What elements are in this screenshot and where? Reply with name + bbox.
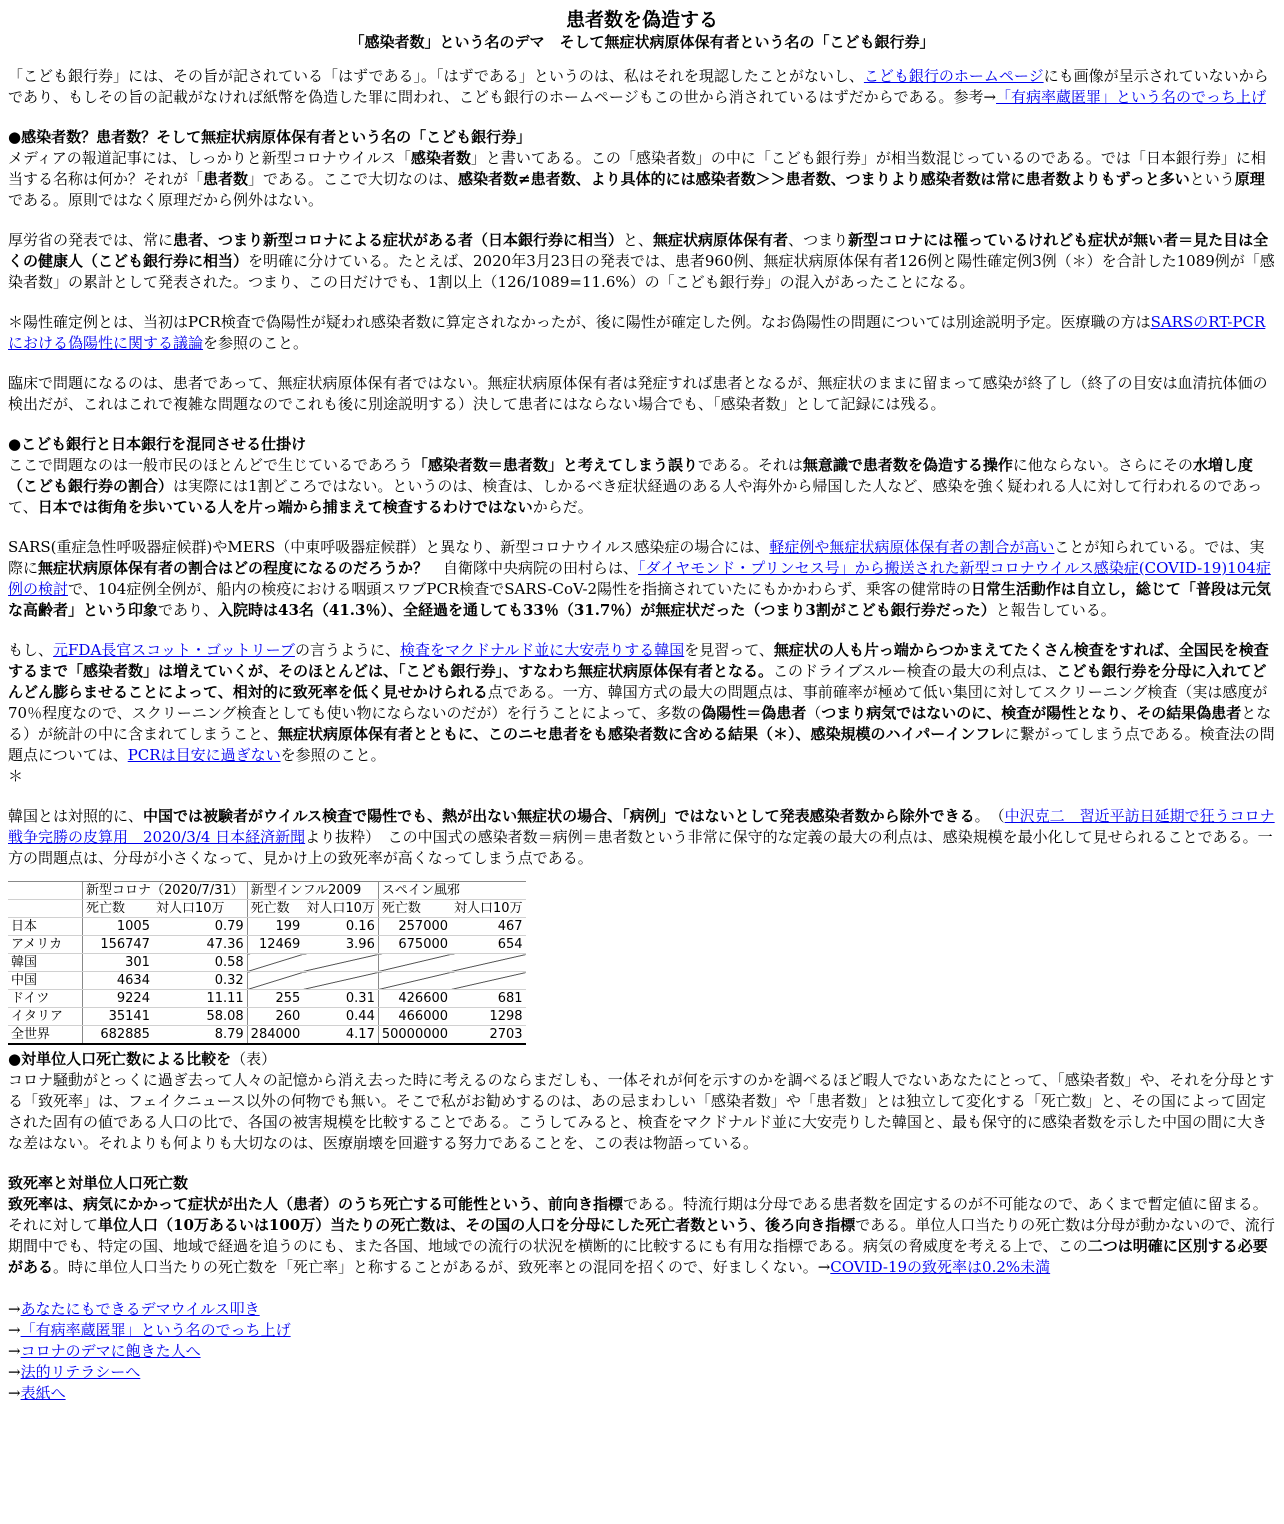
page-subtitle: 「感染者数」という名のデマ そして無症状病原体保有者という名の「こども銀行券」 bbox=[349, 33, 935, 51]
column-header: 死亡数 bbox=[247, 900, 303, 918]
value-cell: 0.31 bbox=[303, 990, 378, 1008]
pcr-guideline-link[interactable]: PCRは目安に過ぎない bbox=[127, 746, 281, 764]
clinical-paragraph: 臨床で問題になるのは、患者であって、無症状病原体保有者ではない。無症状病原体保有者は発症すれば患者となるが、無症状のままに留まって感染が終了し（終了の目安は血清抗体価の検出だが、これはこれで複雑な問題なのでこれも後に別途説明する）決して患者にはならない場合でも、「感染者数」として記録には残る。 bbox=[8, 374, 1268, 413]
nav-link-cover[interactable]: 表紙へ bbox=[20, 1384, 66, 1402]
value-cell: 0.32 bbox=[153, 972, 247, 990]
empty-cell bbox=[247, 972, 303, 990]
value-cell: 467 bbox=[451, 918, 526, 936]
value-cell: 681 bbox=[451, 990, 526, 1008]
country-cell: 韓国 bbox=[8, 954, 83, 972]
country-cell: アメリカ bbox=[8, 936, 83, 954]
group-header-covid: 新型コロナ（2020/7/31） bbox=[83, 882, 248, 900]
kodomo-bank-homepage-link[interactable]: こども銀行のホームページ bbox=[863, 67, 1044, 85]
korea-testing-link[interactable]: 検査をマクドナルド並に大安売りする韓国 bbox=[399, 641, 685, 659]
table-subheader bbox=[8, 900, 526, 918]
footnote-paragraph: ＊陽性確定例とは、当初はPCR検査で偽陽性が疑われ感染者数に算定されなかったが、後に陽性が確定した例。なお偽陽性の問題については別途説明予定。医療職の方はSARSのRT-PCRにおける偽陽性に関する議論を参照のこと。 bbox=[8, 313, 1266, 352]
covid-fatality-rate-link[interactable]: COVID-19の致死率は0.2%未満 bbox=[830, 1258, 1051, 1276]
table-row bbox=[8, 1026, 526, 1045]
nav-link-row: →表紙へ bbox=[8, 1384, 66, 1402]
nav-link-legal-literacy[interactable]: 法的リテラシーへ bbox=[20, 1363, 141, 1381]
value-cell: 0.79 bbox=[153, 918, 247, 936]
section-heading: ●対単位人口死亡数による比較を bbox=[8, 1050, 232, 1068]
prevalence-concealment-link[interactable]: 「有病率蔵匿罪」という名のでっち上げ bbox=[996, 88, 1267, 106]
value-cell: 12469 bbox=[247, 936, 303, 954]
value-cell: 466000 bbox=[378, 1008, 451, 1026]
table-row bbox=[8, 954, 526, 972]
country-cell: 全世界 bbox=[8, 1026, 83, 1045]
table-row bbox=[8, 972, 526, 990]
mild-asymptomatic-ratio-link[interactable]: 軽症例や無症状病原体保有者の割合が高い bbox=[769, 538, 1055, 556]
value-cell: 9224 bbox=[83, 990, 153, 1008]
value-cell: 1298 bbox=[451, 1008, 526, 1026]
value-cell: 11.11 bbox=[153, 990, 247, 1008]
value-cell: 0.44 bbox=[303, 1008, 378, 1026]
sars-rtpcr-false-positive-link[interactable]: SARSのRT-PCRにおける偽陽性に関する議論 bbox=[8, 313, 1266, 352]
column-header: 死亡数 bbox=[83, 900, 153, 918]
death-comparison-table-image bbox=[8, 881, 660, 1045]
mhlw-paragraph: 厚労省の発表では、常に患者、つまり新型コロナによる症状がある者（日本銀行券に相当）と、無症状病原体保有者、つまり新型コロナには罹っているけれども症状が無い者＝見た目は全くの健康人（こども銀行券に相当）を明確に分けている。たとえば、2020年3月23日の発表では、患者960例、無症状病原体保有者126例と陽性確定例3例（＊）を合計した1089例が「感染者数」の累計として発表された。つまり、この日だけでも、1割以上（126/1089=11.6%）の「こども銀行券」の混入があったことになる。 bbox=[8, 231, 1275, 291]
empty-cell bbox=[451, 954, 526, 972]
value-cell: 255 bbox=[247, 990, 303, 1008]
china-definition-paragraph: 韓国とは対照的に、中国では被験者がウイルス検査で陽性でも、熱が出ない無症状の場合、「病例」ではないとして発表感染者数から除外できる。 （中沢克二 習近平訪日延期で狂うコロナ戦争完勝の皮算用 2020/3/4 日本経済新聞より抜粋） この中国式の感染者数＝病例＝患者数という非常に保守的な定義の最大の利点は、感染規模を最小化して見せられることである。一方の問題点は、分母が小さくなって、見かけ上の致死率が高くなってしまう点である。 bbox=[8, 807, 1275, 867]
section-infected-count: ●感染者数？患者数？そして無症状病原体保有者という名の「こども銀行券」 メディアの報道記事には、しっかりと新型コロナウイルス「感染者数」と書いてある。この「感染者数」の中に「こども銀行券」が相当数混じっているのである。では「日本銀行券」に相当する名称は何か？それが「患者数」である。ここで大切なのは、感染者数≠患者数、より具体的には感染者数＞＞患者数、つまりより感染者数は常に患者数よりもずっと多いという原理である。原則ではなく原理だから例外はない。 bbox=[8, 128, 1266, 209]
group-header-flu: 新型インフル2009 bbox=[247, 882, 378, 900]
nav-link-demavirus[interactable]: あなたにもできるデマウイルス叩き bbox=[20, 1300, 260, 1318]
value-cell: 257000 bbox=[378, 918, 451, 936]
value-cell: 654 bbox=[451, 936, 526, 954]
nav-link-tired-of-demas[interactable]: コロナのデマに飽きた人へ bbox=[20, 1342, 201, 1360]
empty-cell bbox=[247, 954, 303, 972]
value-cell: 284000 bbox=[247, 1026, 303, 1045]
section-heading: 致死率と対単位人口死亡数 bbox=[8, 1174, 189, 1192]
death-comparison-table bbox=[8, 881, 526, 1045]
nav-link-row: →コロナのデマに飽きた人へ bbox=[8, 1342, 201, 1360]
value-cell: 301 bbox=[83, 954, 153, 972]
sars-mers-paragraph: SARS(重症急性呼吸器症候群)やMERS（中東呼吸器症候群）と異なり、新型コロナウイルス感染症の場合には、軽症例や無症状病原体保有者の割合が高いことが知られている。では、実際に無症状病原体保有者の割合はどの程度になるのだろうか？ 自衛隊中央病院の田村らは、「ダイヤモンド・プリンセス号」から搬送された新型コロナウイルス感染症(COVID-19)104症例の検討で、104症例全例が、船内の検疫における咽頭スワブPCR検査でSARS-CoV-2陽性を指摘されていたにもかかわらず、乗客の健常時の日常生活動作は自立し，総じて「普段は元気な高齢者」という印象であり、入院時は43名（41.3％）、全経過を通しても33％（31.7％）が無症状だった（つまり3割がこども銀行券だった）と報告している。 bbox=[8, 538, 1271, 619]
value-cell: 47.36 bbox=[153, 936, 247, 954]
section-confusion: ●こども銀行と日本銀行を混同させる仕掛け ここで問題なのは一般市民のほとんどで生じているであろう「感染者数＝患者数」と考えてしまう誤りである。それは無意識で患者数を偽造する操作に他ならない。さらにその水増し度（こども銀行券の割合）は実際には1割どころではない。というのは、検査は、しかるべき症状経過のある人や海外から帰国した人など、感染を強く疑われる人に対して行われるのであって、日本では街角を歩いている人を片っ端から捕まえて検査するわけではないからだ。 bbox=[8, 435, 1263, 516]
value-cell: 1005 bbox=[83, 918, 153, 936]
value-cell: 675000 bbox=[378, 936, 451, 954]
country-cell: 日本 bbox=[8, 918, 83, 936]
column-header: 対人口10万 bbox=[451, 900, 526, 918]
korea-testing-paragraph: もし、元FDA長官スコット・ゴットリーブの言うように、検査をマクドナルド並に大安売りする韓国を見習って、無症状の人も片っ端からつかまえてたくさん検査をすれば、全国民を検査するまで「感染者数」は増えていくが、そのほとんどは、「こども銀行券」、すなわち無症状病原体保有者となる。このドライブスルー検査の最大の利点は、こども銀行券を分母に入れてどんどん膨らませることによって、相対的に致死率を低く見せかけられる点である。一方、韓国方式の最大の問題点は、事前確率が極めて低い集団に対してスクリーニング検査（実は感度が70％程度なので、スクリーニング検査としても使い物にならないのだが）を行うことによって、多数の偽陽性＝偽患者（つまり病気ではないのに、検査が陽性となり、その結果偽患者となる）が統計の中に含まれてしまうこと、無症状病原体保有者とともに、このニセ患者をも感染者数に含める結果（＊）、感染規模のハイパーインフレに繋がってしまう点である。検査法の問題点については、PCRは目安に過ぎないを参照のこと。 ＊ bbox=[8, 641, 1275, 785]
diamond-princess-study-link[interactable]: 「ダイヤモンド・プリンセス号」から搬送された新型コロナウイルス感染症(COVID-19)104症例の検討 bbox=[8, 559, 1271, 598]
empty-cell bbox=[303, 972, 378, 990]
country-cell: イタリア bbox=[8, 1008, 83, 1026]
value-cell: 4634 bbox=[83, 972, 153, 990]
table-group-header bbox=[8, 882, 526, 900]
nav-link-prevalence[interactable]: 「有病率蔵匿罪」という名のでっち上げ bbox=[20, 1321, 291, 1339]
value-cell: 0.58 bbox=[153, 954, 247, 972]
value-cell: 260 bbox=[247, 1008, 303, 1026]
section-heading: ●こども銀行と日本銀行を混同させる仕掛け bbox=[8, 435, 307, 453]
value-cell: 50000000 bbox=[378, 1026, 451, 1045]
gottlieb-link[interactable]: 元FDA長官スコット・ゴットリーブ bbox=[53, 641, 295, 659]
value-cell: 2703 bbox=[451, 1026, 526, 1045]
nav-link-row: →法的リテラシーへ bbox=[8, 1363, 141, 1381]
page-title: 患者数を偽造する bbox=[565, 9, 718, 31]
group-header-spanish: スペイン風邪 bbox=[378, 882, 525, 900]
value-cell: 426600 bbox=[378, 990, 451, 1008]
empty-cell bbox=[378, 954, 451, 972]
nikkei-article-link[interactable]: 中沢克二 習近平訪日延期で狂うコロナ戦争完勝の皮算用 2020/3/4 日本経済新聞 bbox=[8, 807, 1275, 846]
value-cell: 4.17 bbox=[303, 1026, 378, 1045]
intro-paragraph: 「こども銀行券」には、その旨が記されている「はずである」。「はずである」というのは、私はそれを現認したことがないし、こども銀行のホームページにも画像が呈示されていないからであり、もしその旨の記載がなければ紙幣を偽造した罪に問われ、こども銀行のホームページもこの世から消されているはずだからである。参考→「有病率蔵匿罪」という名のでっち上げ bbox=[8, 67, 1269, 106]
value-cell: 35141 bbox=[83, 1008, 153, 1026]
value-cell: 8.79 bbox=[153, 1026, 247, 1045]
table-row bbox=[8, 990, 526, 1008]
empty-cell bbox=[378, 972, 451, 990]
value-cell: 682885 bbox=[83, 1026, 153, 1045]
nav-link-row: →あなたにもできるデマウイルス叩き bbox=[8, 1300, 260, 1318]
empty-cell bbox=[451, 972, 526, 990]
table-row bbox=[8, 1008, 526, 1026]
section-fatality-vs-mortality: 致死率と対単位人口死亡数 致死率は、病気にかかって症状が出た人（患者）のうち死亡する可能性という、前向き指標である。特流行期は分母である患者数を固定するのが不可能なので、あくまで暫定値に留まる。それに対して単位人口（10万あるいは100万）当たりの死亡数は、その国の人口を分母にした死亡者数という、後ろ向き指標である。単位人口当たりの死亡数は分母が動かないので、流行期間中でも、特定の国、地域で経過を追うのにも、また各国、地域での流行の状況を横断的に比較するにも有用な指標である。病気の脅威度を考える上で、この二つは明確に区別する必要がある。時に単位人口当たりの死亡数を「死亡率」と称することがあるが、致死率との混同を招くので、好ましくない。→COVID-19の致死率は0.2%未満 bbox=[8, 1174, 1275, 1276]
country-cell: ドイツ bbox=[8, 990, 83, 1008]
country-cell: 中国 bbox=[8, 972, 83, 990]
column-header: 対人口10万 bbox=[153, 900, 247, 918]
section-per-capita: ●対単位人口死亡数による比較を（表） コロナ騒動がとっくに過ぎ去って人々の記憶から消え去った時に考えるのならまだしも、一体それが何を示すのかを調べるほど暇人でないあなたにとって、「感染者数」や、それを分母とする「致死率」は、フェイクニュース以外の何物でも無い。そこで私がお勧めするのは、あの忌まわしい「感染者数」や「患者数」とは独立して変化する「死亡数」と、その国によって固定された固有の値である人口の比で、各国の被害規模を比較することである。こうしてみると、検査をマクドナルド並に大安売りした韓国と、最も保守的に感染者数を示した中国の間に大きな差はない。それよりも何よりも大切なのは、医療崩壊を回避する努力であることを、この表は物語っている。 bbox=[8, 1050, 1275, 1152]
value-cell: 58.08 bbox=[153, 1008, 247, 1026]
value-cell: 3.96 bbox=[303, 936, 378, 954]
column-header: 対人口10万 bbox=[303, 900, 378, 918]
column-header: 死亡数 bbox=[378, 900, 451, 918]
table-row bbox=[8, 936, 526, 954]
table-row bbox=[8, 918, 526, 936]
value-cell: 199 bbox=[247, 918, 303, 936]
empty-cell bbox=[303, 954, 378, 972]
value-cell: 156747 bbox=[83, 936, 153, 954]
value-cell: 0.16 bbox=[303, 918, 378, 936]
section-heading: ●感染者数？患者数？そして無症状病原体保有者という名の「こども銀行券」 bbox=[8, 128, 532, 146]
nav-link-row: →「有病率蔵匿罪」という名のでっち上げ bbox=[8, 1321, 291, 1339]
nav-links bbox=[8, 1299, 1276, 1404]
